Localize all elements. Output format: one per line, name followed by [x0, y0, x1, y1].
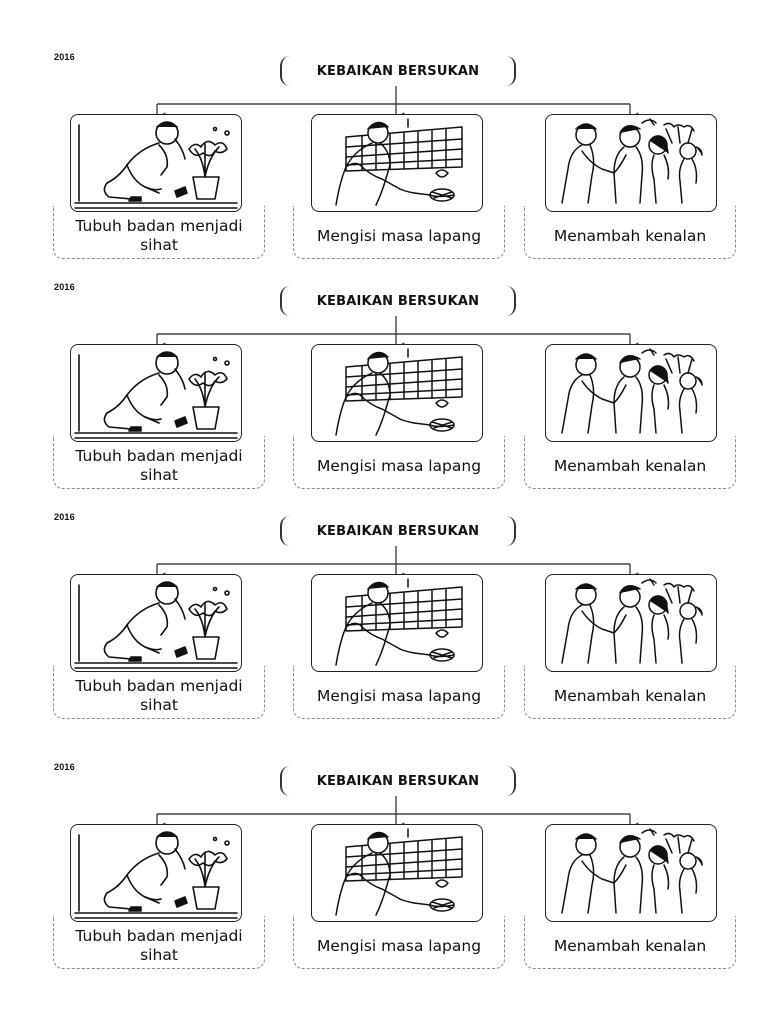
benefit-caption: Tubuh badan menjadi sihat	[75, 217, 243, 254]
benefit-caption-box	[293, 436, 505, 489]
benefit-caption-box	[293, 666, 505, 719]
boy-watering-plant-icon	[71, 115, 241, 211]
year-label: 2016	[54, 52, 75, 62]
benefit-picture	[70, 114, 242, 212]
benefit-picture	[311, 574, 483, 672]
benefit-caption: Mengisi masa lapang	[316, 226, 482, 245]
benefit-caption: Menambah kenalan	[553, 456, 707, 475]
benefits-diagram	[0, 52, 768, 282]
boy-badminton-icon	[312, 345, 482, 441]
benefit-picture	[545, 574, 717, 672]
benefits-diagram	[0, 762, 768, 992]
boy-badminton-icon	[312, 575, 482, 671]
benefit-picture	[545, 824, 717, 922]
benefit-caption: Mengisi masa lapang	[316, 456, 482, 475]
benefit-caption-box	[524, 436, 736, 489]
diagram-title: KEBAIKAN BERSUKAN	[316, 773, 480, 789]
benefit-caption: Menambah kenalan	[553, 686, 707, 705]
benefit-caption-box	[293, 206, 505, 259]
benefit-caption: Mengisi masa lapang	[316, 686, 482, 705]
children-shaking-hands-icon	[546, 825, 716, 921]
benefits-diagram	[0, 512, 768, 742]
benefit-picture	[545, 114, 717, 212]
benefit-caption: Tubuh badan menjadi sihat	[75, 927, 243, 964]
boy-badminton-icon	[312, 825, 482, 921]
diagram-title: KEBAIKAN BERSUKAN	[316, 293, 480, 309]
boy-watering-plant-icon	[71, 345, 241, 441]
benefit-caption: Menambah kenalan	[553, 226, 707, 245]
benefit-caption: Mengisi masa lapang	[316, 936, 482, 955]
benefit-picture	[545, 344, 717, 442]
benefit-picture	[70, 574, 242, 672]
boy-badminton-icon	[312, 115, 482, 211]
children-shaking-hands-icon	[546, 115, 716, 211]
benefit-caption: Tubuh badan menjadi sihat	[75, 677, 243, 714]
benefit-caption-box	[53, 666, 265, 719]
diagram-title: KEBAIKAN BERSUKAN	[316, 523, 480, 539]
benefit-caption: Tubuh badan menjadi sihat	[75, 447, 243, 484]
year-label: 2016	[54, 282, 75, 292]
benefit-picture	[311, 824, 483, 922]
boy-watering-plant-icon	[71, 575, 241, 671]
boy-watering-plant-icon	[71, 825, 241, 921]
diagram-title: KEBAIKAN BERSUKAN	[316, 63, 480, 79]
benefit-caption-box	[53, 916, 265, 969]
benefit-caption-box	[524, 666, 736, 719]
benefit-caption-box	[53, 206, 265, 259]
year-label: 2016	[54, 512, 75, 522]
benefit-caption-box	[524, 916, 736, 969]
benefit-picture	[311, 114, 483, 212]
children-shaking-hands-icon	[546, 575, 716, 671]
children-shaking-hands-icon	[546, 345, 716, 441]
year-label: 2016	[54, 762, 75, 772]
benefit-caption-box	[293, 916, 505, 969]
benefit-caption-box	[524, 206, 736, 259]
benefit-picture	[70, 824, 242, 922]
benefit-caption-box	[53, 436, 265, 489]
benefit-caption: Menambah kenalan	[553, 936, 707, 955]
benefit-picture	[70, 344, 242, 442]
benefit-picture	[311, 344, 483, 442]
benefits-diagram	[0, 282, 768, 512]
